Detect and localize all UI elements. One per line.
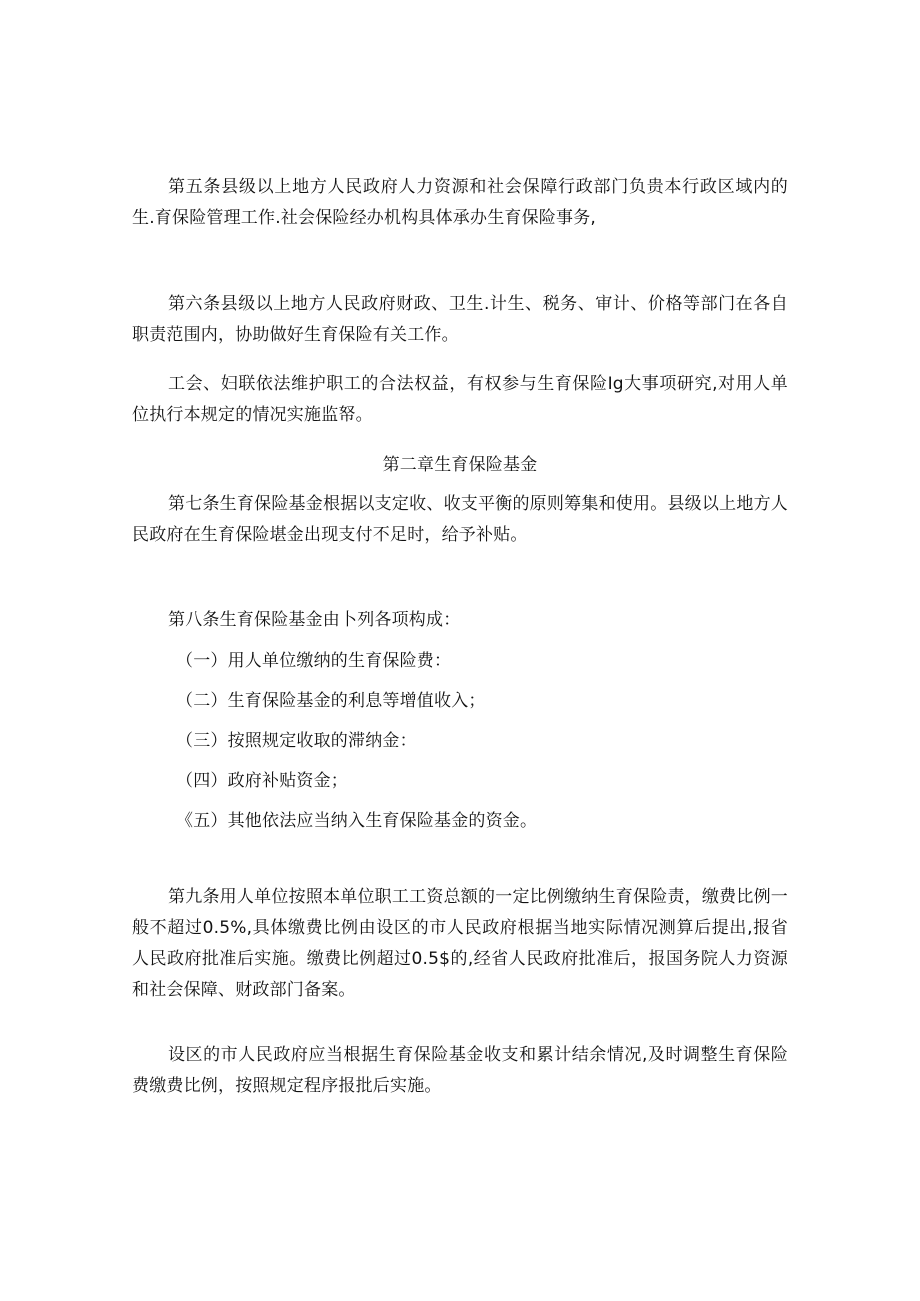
article-8-item-4: （四）政府补贴资金； <box>176 771 348 791</box>
city-clause-paragraph: 设区的市人民政府应当根据生育保险基金收支和累计结余情况,及时调整生育保险费缴费比例，按照规定程序报批后实施。 <box>132 1045 788 1096</box>
article-7-paragraph: 第七条生育保险基金根据以支定收、收支平衡的原则筹集和使用。县级以上地方人民政府在生育保险堪金出现支付不足时，给予补贴。 <box>132 494 788 545</box>
article-6-paragraph: 第六条县级以上地方人民政府财政、卫生.计生、税务、审计、价格等部门在各自职责范围内，协助做好生育保险有关工作。 <box>132 294 788 345</box>
union-clause-paragraph: 工会、妇联依法维护职工的合法权益，有权参与生育保险Ig大事项研究,对用人单位执行本规定的情况实施监帑。 <box>132 374 788 425</box>
article-5-paragraph: 第五条县级以上地方人民政府人力资源和社会保障行政部门负贵本行政区域内的生.育保险管理工作.社会保险经办机构具体承办生育保险事务, <box>132 177 788 228</box>
article-8-item-1: （一）用人单位缴纳的生育保险费： <box>176 651 452 671</box>
article-8-item-5: 《五）其他依法应当纳入生育保险基金的资金。 <box>176 811 538 831</box>
article-8-intro: 第八条生育保险基金由卜列各项构成： <box>168 610 461 630</box>
chapter-2-title: 第二章生育保险基金 <box>382 455 538 475</box>
article-8-item-2: （二）生育保险基金的利息等增值收入； <box>176 691 486 711</box>
article-8-item-3: （三）按照规定收取的滞纳金： <box>176 731 417 751</box>
article-9-paragraph: 第九条用人单位按照本单位职工工资总额的一定比例缴纳生育保险责，缴费比例一般不超过0.5%,具体缴费比例由设区的市人民政府根据当地实际情况测算后提出,报省人民政府批准后实施。缴费比例超过0.5$的,经省人民政府批准后，报国务院人力资源和社会保障、财政部门备案。 <box>132 887 788 1000</box>
